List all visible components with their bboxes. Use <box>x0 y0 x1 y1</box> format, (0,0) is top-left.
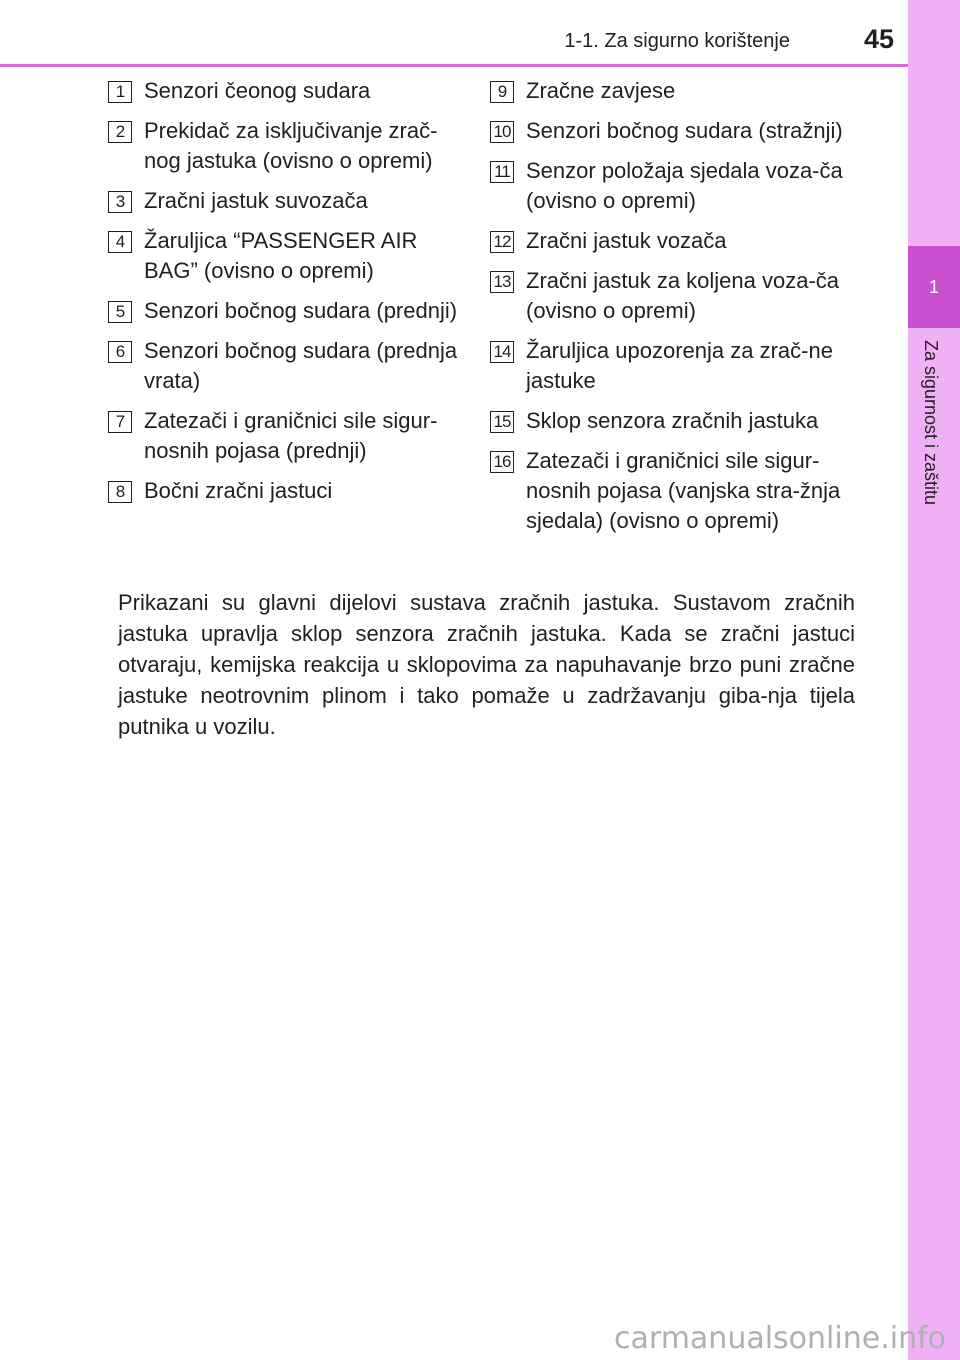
legend-item <box>108 186 468 216</box>
item-number-badge: 4 <box>108 231 132 253</box>
description-paragraph: Prikazani su glavni dijelovi sustava zračnih jastuka. Sustavom zračnih jastuka upravlja sklop senzora zračnih jastuka. Kada se zračni jastuci otvaraju, kemijska reakcija u sklopovima za napuhavanje brzo puni zračne jastuke neotrovnim plinom i tako pomaže u zadržavanju giba-nja tijela putnika u vozilu. <box>118 590 855 739</box>
item-number-badge: 16 <box>490 451 514 473</box>
legend-item-text: Senzori bočnog sudara (stražnji) <box>526 118 843 143</box>
legend-item <box>490 406 850 436</box>
item-number-badge: 11 <box>490 161 514 183</box>
item-number-badge: 12 <box>490 231 514 253</box>
legend-item-text: Prekidač za isključivanje zrač-nog jastuka (ovisno o opremi) <box>144 118 438 173</box>
legend-item <box>490 116 850 146</box>
item-number-badge: 15 <box>490 411 514 433</box>
legend-item <box>108 76 468 106</box>
side-tab <box>908 0 960 1360</box>
legend-item-text: Bočni zračni jastuci <box>144 478 333 503</box>
legend-item-text: Zračni jastuk za koljena voza-ča (ovisno o opremi) <box>526 268 840 323</box>
item-number-badge: 13 <box>490 271 514 293</box>
legend-item-text: Sklop senzora zračnih jastuka <box>526 408 819 433</box>
legend-item-text: Senzori bočnog sudara (prednji) <box>144 298 458 323</box>
legend-item <box>490 226 850 256</box>
legend-item-text: Žaruljica “PASSENGER AIR BAG” (ovisno o opremi) <box>144 228 418 283</box>
chapter-number-box <box>908 246 960 328</box>
item-number-badge: 10 <box>490 121 514 143</box>
chapter-label: Za sigurnost i zaštitu <box>921 340 941 506</box>
item-number-badge: 3 <box>108 191 132 213</box>
legend-item-text: Zatezači i graničnici sile sigur-nosnih pojasa (prednji) <box>144 408 438 463</box>
legend-item-text: Zračne zavjese <box>526 78 676 103</box>
item-number-badge: 5 <box>108 301 132 323</box>
legend-item <box>490 446 850 536</box>
legend-item-text: Zračni jastuk suvozača <box>144 188 368 213</box>
legend-item-text: Žaruljica upozorenja za zrač-ne jastuke <box>526 338 833 393</box>
item-number-badge: 8 <box>108 481 132 503</box>
chapter-number: 1 <box>928 276 939 297</box>
legend-item <box>108 296 468 326</box>
item-number-badge: 7 <box>108 411 132 433</box>
item-number-badge: 1 <box>108 81 132 103</box>
legend-item <box>490 76 850 106</box>
item-number-badge: 2 <box>108 121 132 143</box>
item-number-badge: 14 <box>490 341 514 363</box>
legend-item-text: Senzori čeonog sudara <box>144 78 371 103</box>
watermark: carmanualsonline.info <box>614 1321 946 1356</box>
legend-item-text: Zračni jastuk vozača <box>526 228 727 253</box>
legend-item <box>490 266 850 326</box>
legend-item <box>108 226 468 286</box>
legend-item-text: Zatezači i graničnici sile sigur-nosnih pojasa (vanjska stra-žnja sjedala) (ovisno o opremi) <box>526 448 841 533</box>
legend-item <box>490 336 850 396</box>
header-rule <box>0 64 908 67</box>
legend-item <box>108 116 468 176</box>
legend-item-text: Senzori bočnog sudara (prednja vrata) <box>144 338 458 393</box>
legend-item <box>108 476 468 506</box>
legend-item <box>490 156 850 216</box>
legend-item <box>108 336 468 396</box>
page-number: 45 <box>863 24 894 54</box>
item-number-badge: 9 <box>490 81 514 103</box>
item-number-badge: 6 <box>108 341 132 363</box>
legend-item <box>108 406 468 466</box>
legend-column-left <box>108 76 468 516</box>
section-title: 1-1. Za sigurno korištenje <box>564 30 790 52</box>
legend-item-text: Senzor položaja sjedala voza-ča (ovisno o opremi) <box>526 158 843 213</box>
legend-column-right <box>490 76 850 546</box>
